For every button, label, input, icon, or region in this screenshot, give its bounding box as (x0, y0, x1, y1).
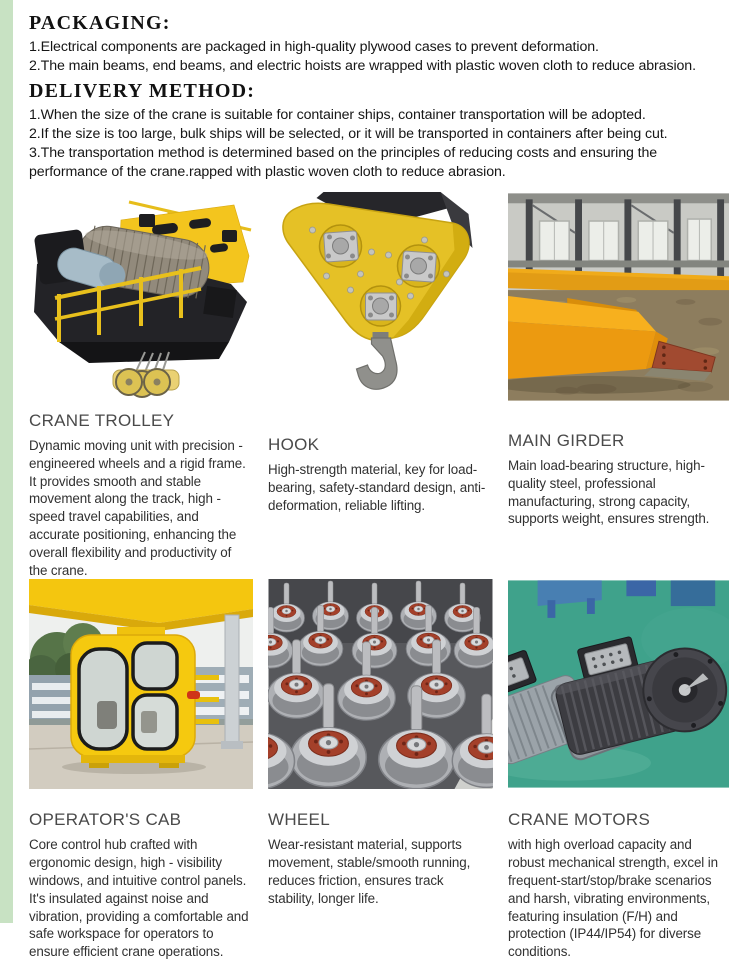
crane-motors-photo (508, 579, 729, 789)
product-title: CRANE TROLLEY (29, 411, 175, 430)
delivery-heading: DELIVERY METHOD: (29, 80, 256, 102)
crane-motors-illustration (508, 579, 729, 789)
operators-cab-photo (29, 579, 253, 789)
product-description: Wear-resistant material, supports movement, stable/smooth running, reduces friction, ensures track stability, longer life. (268, 837, 471, 906)
product-title: WHEEL (268, 810, 330, 830)
delivery-item: 2.If the size is too large, bulk ships will be selected, or it will be transported in containers after being cut. (29, 126, 668, 142)
hook-illustration (268, 192, 493, 402)
wheel-photo (268, 579, 493, 789)
product-card-operators-cab (29, 579, 253, 961)
product-card-wheel (268, 579, 493, 961)
packaging-item: 2.The main beams, end beams, and electric hoists are wrapped with plastic woven cloth to reduce abrasion. (29, 58, 696, 74)
operators-cab-illustration (29, 579, 253, 789)
product-card-crane-trolley (29, 192, 253, 579)
product-title: MAIN GIRDER (508, 431, 625, 450)
product-title: HOOK (268, 435, 320, 454)
crane-trolley-photo (29, 192, 253, 402)
hook-photo (268, 192, 493, 402)
product-description: with high overload capacity and robust mechanical strength, excel in frequent-start/stop/brake scenarios and harsh, vibrating environments, featuring insulation (F/H) and protection (IP44/IP54) for diverse conditions. (508, 837, 719, 960)
left-accent-stripe (0, 0, 13, 923)
product-card-hook (268, 192, 493, 579)
product-title: OPERATOR'S CAB (29, 810, 182, 830)
delivery-item: 1.When the size of the crane is suitable for container ships, container transportation will be adopted. (29, 107, 646, 123)
product-card-crane-motors (508, 579, 729, 961)
product-card-main-girder (508, 192, 729, 579)
main-girder-photo (508, 192, 729, 402)
product-description: Dynamic moving unit with precision - engineered wheels and a rigid frame. It provides smooth and stable movement along the track, high - speed travel capabilities, and accurate positioning, enhancing the overall flexibility and productivity of the crane. (29, 438, 246, 578)
product-description: Core control hub crafted with ergonomic design, high - visibility windows, and intuitive control panels. It's insulated against noise and vibration, providing a comfortable and safe workspace for operators to ensure efficient crane operations. (29, 837, 249, 960)
product-description: Main load-bearing structure, high-quality steel, professional manufacturing, strong capacity, supports weight, ensures strength. (508, 458, 710, 527)
packaging-heading: PACKAGING: (29, 12, 171, 34)
crane-trolley-illustration (29, 192, 253, 402)
delivery-item: 3.The transportation method is determined based on the principles of reducing costs and ensuring the performance of the crane.rapped with plastic woven cloth to reduce abrasion. (29, 145, 658, 180)
product-description: High-strength material, key for load-bearing, safety-standard design, anti-deformation, reliable lifting. (268, 462, 486, 513)
main-girder-illustration (508, 192, 729, 402)
page-content (29, 8, 738, 961)
wheel-illustration (268, 579, 493, 789)
product-grid (29, 192, 738, 961)
product-title: CRANE MOTORS (508, 810, 651, 830)
packaging-item: 1.Electrical components are packaged in high-quality plywood cases to prevent deformation. (29, 39, 599, 55)
